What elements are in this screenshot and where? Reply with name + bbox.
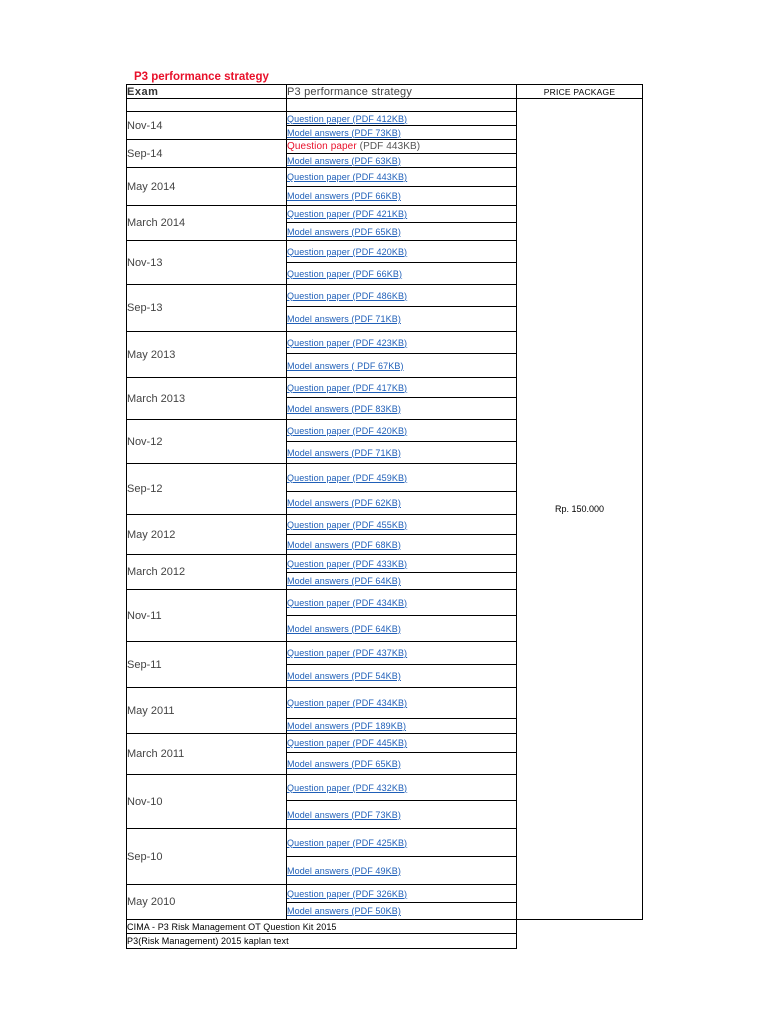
model-answers-link[interactable]: Model answers (PDF 64KB) — [287, 623, 401, 634]
footer-row — [127, 920, 643, 934]
question-paper-cell — [287, 734, 517, 753]
exam-label: Nov-12 — [127, 420, 287, 464]
question-paper-link[interactable]: Question paper (PDF 421KB) — [287, 209, 408, 219]
exam-label: Sep-14 — [127, 140, 287, 168]
question-paper-link[interactable]: Question paper (PDF 459KB) — [287, 472, 408, 483]
model-answers-cell — [287, 154, 517, 168]
model-answers-link[interactable]: Model answers (PDF 63KB) — [287, 155, 401, 166]
model-answers-cell — [287, 398, 517, 420]
question-paper-link[interactable]: Question paper (PDF 326KB) — [287, 888, 408, 899]
question-paper-link[interactable]: Question paper (PDF 417KB) — [287, 382, 408, 393]
spacer-cell — [287, 99, 517, 112]
exam-label: May 2011 — [127, 688, 287, 734]
model-answers-link[interactable]: Model answers (PDF 50KB) — [287, 906, 401, 916]
question-paper-cell — [287, 555, 517, 573]
question-paper-link[interactable]: Question paper (PDF 420KB) — [287, 425, 408, 436]
question-paper-link[interactable]: Question paper (PDF 443KB) — [287, 172, 408, 182]
model-answers-cell — [287, 753, 517, 775]
spacer-cell — [127, 99, 287, 112]
exam-label: Nov-13 — [127, 241, 287, 285]
model-answers-link[interactable]: Model answers (PDF 64KB) — [287, 576, 401, 586]
question-paper-link[interactable]: Question paper (PDF 423KB) — [287, 337, 408, 348]
model-answers-cell — [287, 573, 517, 590]
question-paper-cell — [287, 642, 517, 665]
header-price-package: PRICE PACKAGE — [517, 85, 643, 99]
exam-table — [126, 84, 643, 949]
model-answers-cell — [287, 719, 517, 734]
model-answers-link[interactable]: Model answers (PDF 54KB) — [287, 671, 401, 681]
exam-label: March 2013 — [127, 378, 287, 420]
model-answers-cell — [287, 442, 517, 464]
model-answers-cell — [287, 187, 517, 206]
exam-label: Nov-14 — [127, 112, 287, 140]
model-answers-cell — [287, 126, 517, 140]
question-paper-cell — [287, 241, 517, 263]
exam-label: Nov-11 — [127, 590, 287, 642]
question-paper-cell — [287, 378, 517, 398]
model-answers-cell — [287, 801, 517, 829]
question-paper-link[interactable]: Question paper (PDF 486KB) — [287, 290, 408, 301]
exam-label: Sep-10 — [127, 829, 287, 885]
model-answers-link[interactable]: Model answers (PDF 49KB) — [287, 865, 401, 876]
question-paper-cell — [287, 590, 517, 616]
question-paper-cell — [287, 140, 517, 154]
model-answers-cell — [287, 616, 517, 642]
question-paper-link[interactable]: Question paper (PDF 455KB) — [287, 519, 408, 530]
model-answers-link[interactable]: Model answers (PDF 66KB) — [287, 191, 401, 201]
exam-label: May 2012 — [127, 515, 287, 555]
footer-row — [127, 934, 643, 949]
model-answers-link[interactable]: Model answers (PDF 71KB) — [287, 447, 401, 458]
model-answers-cell — [287, 857, 517, 885]
price-cell: Rp. 150.000 — [517, 99, 643, 920]
model-answers-link[interactable]: Model answers (PDF 189KB) — [287, 721, 407, 731]
exam-label: March 2011 — [127, 734, 287, 775]
header-row — [127, 85, 643, 99]
page-title: P3 performance strategy — [134, 71, 269, 83]
model-answers-link[interactable]: Model answers (PDF 62KB) — [287, 498, 401, 508]
exam-label: March 2014 — [127, 206, 287, 241]
question-paper-cell — [287, 885, 517, 903]
question-paper-cell — [287, 829, 517, 857]
header-strategy: P3 performance strategy — [287, 85, 517, 99]
question-paper-text: Question paper — [287, 141, 357, 152]
exam-label: May 2010 — [127, 885, 287, 920]
question-paper-cell — [287, 206, 517, 223]
question-paper-cell — [287, 332, 517, 354]
model-answers-cell — [287, 263, 517, 285]
model-answers-cell — [287, 903, 517, 920]
spacer-row — [127, 99, 643, 112]
exam-label: May 2013 — [127, 332, 287, 378]
exam-label: May 2014 — [127, 168, 287, 206]
question-paper-link[interactable]: Question paper (PDF 437KB) — [287, 648, 408, 658]
question-paper-cell — [287, 515, 517, 535]
exam-label: March 2012 — [127, 555, 287, 590]
question-paper-link[interactable]: Question paper (PDF 412KB) — [287, 113, 408, 124]
question-paper-cell — [287, 285, 517, 307]
model-answers-cell — [287, 665, 517, 688]
question-paper-link[interactable]: Question paper (PDF 445KB) — [287, 738, 408, 748]
question-paper-link[interactable]: Question paper (PDF 433KB) — [287, 558, 408, 569]
question-paper-cell — [287, 112, 517, 126]
model-answers-link[interactable]: Model answers (PDF 65KB) — [287, 758, 401, 769]
model-answers-link[interactable]: Model answers (PDF 68KB) — [287, 539, 401, 550]
model-answers-link[interactable]: Question paper (PDF 66KB) — [287, 268, 403, 279]
question-paper-cell — [287, 688, 517, 719]
model-answers-cell — [287, 492, 517, 515]
question-paper-cell — [287, 168, 517, 187]
model-answers-link[interactable]: Model answers (PDF 65KB) — [287, 226, 401, 237]
question-paper-link[interactable]: Question paper (PDF 434KB) — [287, 698, 408, 708]
exam-label: Sep-12 — [127, 464, 287, 515]
model-answers-cell — [287, 223, 517, 241]
model-answers-link[interactable]: Model answers (PDF 71KB) — [287, 314, 401, 324]
model-answers-link[interactable]: Model answers ( PDF 67KB) — [287, 360, 404, 371]
question-paper-cell — [287, 775, 517, 801]
question-paper-link[interactable]: Question paper (PDF 420KB) — [287, 246, 408, 257]
question-paper-cell — [287, 420, 517, 442]
question-paper-link[interactable]: Question paper (PDF 434KB) — [287, 597, 408, 608]
footer-question-kit: CIMA - P3 Risk Management OT Question Kit 2015 — [127, 920, 517, 934]
footer-kaplan-text: P3(Risk Management) 2015 kaplan text — [127, 934, 517, 949]
question-paper-link[interactable]: Question paper (PDF 432KB) — [287, 782, 408, 793]
exam-label: Nov-10 — [127, 775, 287, 829]
model-answers-cell — [287, 535, 517, 555]
exam-label: Sep-13 — [127, 285, 287, 332]
question-paper-cell — [287, 464, 517, 492]
question-paper-size: (PDF 443KB) — [356, 141, 421, 152]
exam-label: Sep-11 — [127, 642, 287, 688]
model-answers-cell — [287, 307, 517, 332]
header-exam: Exam — [127, 85, 287, 99]
model-answers-link[interactable]: Model answers (PDF 83KB) — [287, 403, 401, 414]
model-answers-link[interactable]: Model answers (PDF 73KB) — [287, 809, 401, 820]
model-answers-link[interactable]: Model answers (PDF 73KB) — [287, 127, 401, 138]
model-answers-cell — [287, 354, 517, 378]
question-paper-link[interactable]: Question paper (PDF 425KB) — [287, 837, 408, 848]
